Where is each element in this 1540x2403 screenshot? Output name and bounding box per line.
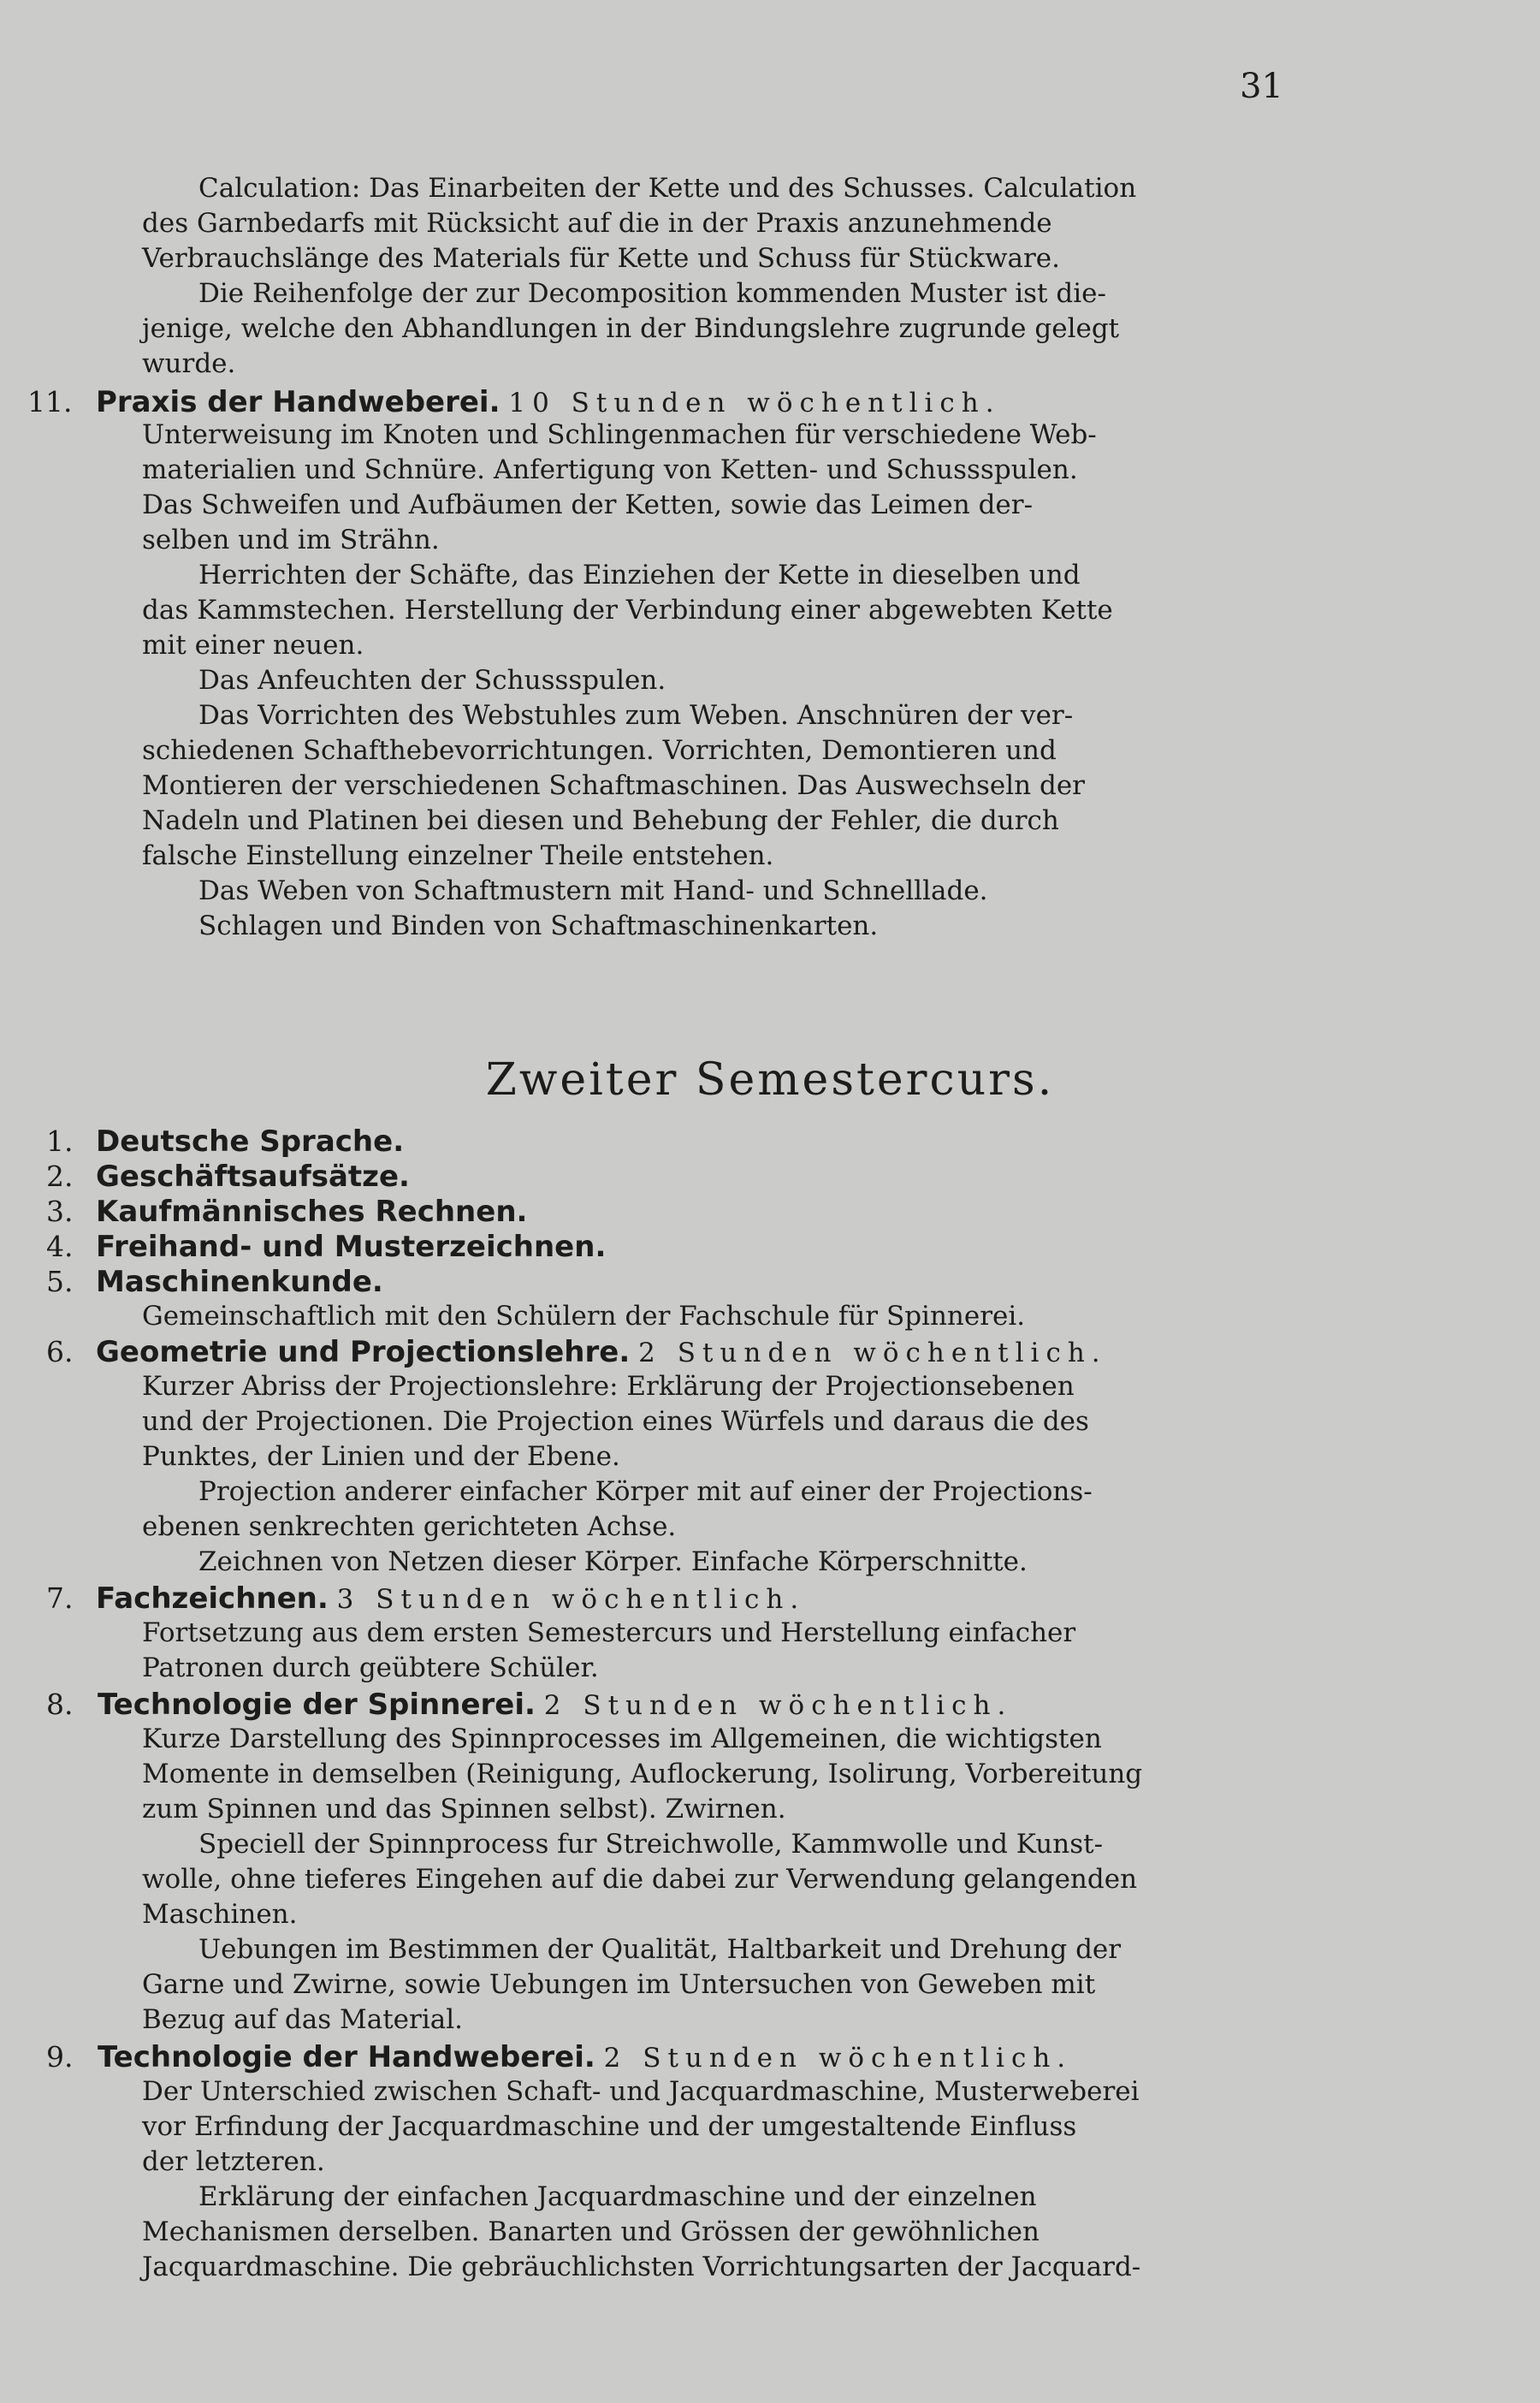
text-line: Der Unterschied zwischen Schaft- und Jacquardmaschine, Musterweberei [142,2076,1140,2107]
item-heading: Kaufmännisches Rechnen. [96,1195,528,1229]
text-line: ebenen senkrechten gerichteten Achse. [142,1511,677,1542]
text-line: Bezug auf das Material. [142,2004,463,2035]
text-line: Erklärung der einfachen Jacquardmaschine und der einzelnen [198,2181,1037,2212]
item-heading: Deutsche Sprache. [96,1124,405,1159]
text-line: schiedenen Schafthebevorrichtungen. Vorrichten, Demontieren und [142,735,1057,766]
item-hours: 3 Stunden wöchentlich. [336,1584,806,1615]
text-line: Nadeln und Platinen bei diesen und Behebung der Fehler, die durch [142,805,1059,836]
text-line: Das Schweifen und Aufbäumen der Ketten, sowie das Leimen der- [142,490,1034,520]
item-heading-row [98,2040,1072,2074]
text-line: zum Spinnen und das Spinnen selbst). Zwirnen. [142,1794,786,1824]
item-number: 8. [46,1688,74,1721]
text-line: Uebungen im Bestimmen der Qualität, Haltbarkeit und Drehung der [198,1934,1122,1965]
item-number: 6. [46,1335,74,1368]
text-line: materialien und Schnüre. Anfertigung von Ketten- und Schussspulen. [142,454,1078,485]
text-line: Fortsetzung aus dem ersten Semestercurs und Herstellung einfacher [142,1617,1076,1648]
text-line: Unterweisung im Knoten und Schlingenmachen für verschiedene Web- [142,419,1097,450]
text-line: Zeichnen von Netzen dieser Körper. Einfache Körperschnitte. [198,1546,1028,1577]
text-line: Garne und Zwirne, sowie Uebungen im Untersuchen von Geweben mit [142,1969,1096,2000]
text-line: Das Weben von Schaftmustern mit Hand- und Schnelllade. [198,875,988,906]
item-heading: Geometrie und Projectionslehre. [96,1335,631,1369]
text-line: Jacquardmaschine. Die gebräuchlichsten Vorrichtungsarten der Jacquard- [142,2252,1141,2282]
text-line: und der Projectionen. Die Projection eines Würfels und daraus die des [142,1406,1089,1437]
item-number: 3. [46,1195,74,1228]
text-line: Maschinen. [142,1899,298,1930]
item-number: 11. [27,385,73,418]
text-line: Momente in demselben (Reinigung, Auflockerung, Isolirung, Vorbereitung [142,1759,1143,1789]
text-line: Mechanismen derselben. Banarten und Grössen der gewöhnlichen [142,2216,1040,2247]
item-heading-row [96,385,1001,419]
text-line: mit einer neuen. [142,630,364,661]
text-line: Verbrauchslänge des Materials für Kette und Schuss für Stückware. [142,243,1061,274]
item-heading: Technologie der Spinnerei. [98,1688,536,1722]
item-number: 9. [46,2040,74,2074]
text-line: selben und im Strähn. [142,525,440,555]
item-heading: Fachzeichnen. [96,1581,329,1616]
text-line: Herrichten der Schäfte, das Einziehen der Kette in dieselben und [198,560,1081,590]
text-line: das Kammstechen. Herstellung der Verbindung einer abgewebten Kette [142,595,1113,626]
item-heading-row [96,1581,805,1616]
item-hours: 2 Stunden wöchentlich. [603,2043,1073,2074]
item-number: 4. [46,1230,74,1263]
text-line: Patronen durch geübtere Schüler. [142,1652,599,1683]
item-hours: 2 Stunden wöchentlich. [638,1338,1107,1368]
item-number: 7. [46,1581,74,1615]
item-body: Gemeinschaftlich mit den Schülern der Fachschule für Spinnerei. [142,1301,1026,1332]
item-heading: Freihand- und Musterzeichnen. [96,1230,607,1264]
item-heading: Maschinenkunde. [96,1265,383,1299]
item-heading: Geschäftsaufsätze. [96,1160,410,1194]
item-heading-row [96,1335,1107,1369]
item-number: 5. [46,1265,74,1298]
text-line: vor Erfindung der Jacquardmaschine und der umgestaltende Einfluss [142,2111,1077,2142]
text-line: Montieren der verschiedenen Schaftmaschinen. Das Auswechseln der [142,770,1085,801]
text-line: wurde. [142,348,236,379]
text-line: Schlagen und Binden von Schaftmaschinenkarten. [198,911,879,941]
text-line: der letzteren. [142,2146,325,2177]
item-hours: 2 Stunden wöchentlich. [543,1690,1013,1721]
item-heading-row [98,1688,1012,1722]
text-line: wolle, ohne tieferes Eingehen auf die dabei zur Verwendung gelangenden [142,1864,1138,1895]
text-line: Die Reihenfolge der zur Decomposition kommenden Muster ist die- [198,278,1106,309]
text-line: des Garnbedarfs mit Rücksicht auf die in der Praxis anzunehmende [142,208,1052,239]
text-line: jenige, welche den Abhandlungen in der Bindungslehre zugrunde gelegt [142,313,1120,344]
text-line: Speciell der Spinnprocess fur Streichwolle, Kammwolle und Kunst- [198,1829,1104,1860]
item-hours: 10 Stunden wöchentlich. [508,388,1001,418]
section-title: Zweiter Semestercurs. [485,1054,1055,1106]
item-number: 2. [46,1160,74,1193]
item-heading: Praxis der Handweberei. [96,385,500,419]
page-number: 31 [1240,67,1283,106]
text-line: Kurze Darstellung des Spinnprocesses im Allgemeinen, die wichtigsten [142,1724,1102,1754]
text-line: Projection anderer einfacher Körper mit auf einer der Projections- [198,1476,1093,1507]
item-heading: Technologie der Handweberei. [98,2040,595,2074]
text-line: Das Anfeuchten der Schussspulen. [198,665,666,696]
item-number: 1. [46,1124,74,1158]
text-line: Das Vorrichten des Webstuhles zum Weben. Anschnüren der ver- [198,700,1074,731]
text-line: Punktes, der Linien und der Ebene. [142,1441,620,1472]
text-line: Calculation: Das Einarbeiten der Kette und des Schusses. Calculation [198,173,1137,204]
text-line: falsche Einstellung einzelner Theile entstehen. [142,840,774,871]
text-line: Kurzer Abriss der Projectionslehre: Erklärung der Projectionsebenen [142,1371,1075,1402]
